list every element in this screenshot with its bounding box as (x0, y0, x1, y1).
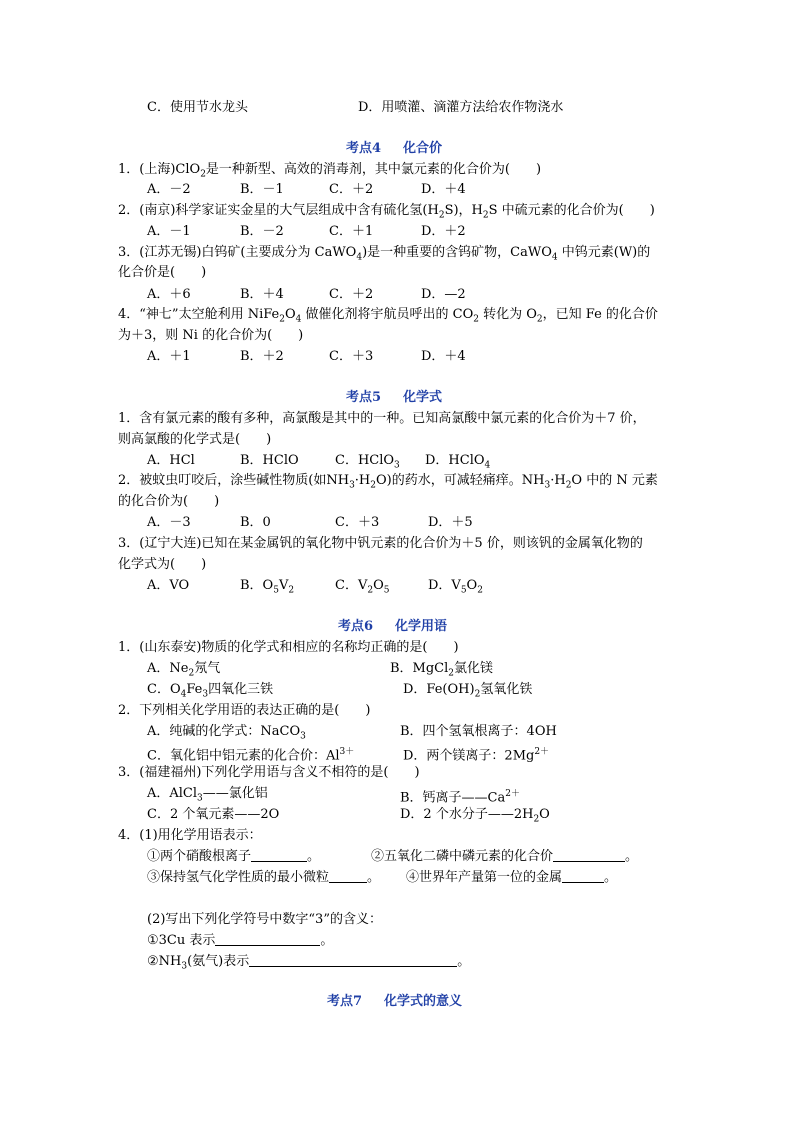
answer-blank[interactable] (329, 869, 367, 883)
k4-q3-opt-c: C．＋2 (329, 287, 374, 302)
k6-q3-stem: 3．(福建福州)下列化学用语与含义不相符的是( ) (118, 765, 420, 780)
k6-q4-item-2: ②五氧化二磷中磷元素的化合价 。 (371, 849, 639, 864)
k6-q4-item-4: ④世界年产量第一位的金属 。 (406, 870, 618, 885)
k6-q1-opt-a: A．$Ne_2$氖气 (147, 661, 221, 679)
k6-q2-opt-a: A．纯碱的化学式：NaCO$_3$ (147, 724, 306, 742)
k4-q3-opt-a: A．＋6 (147, 287, 191, 302)
section-heading-5: 考点5 化学式 (346, 390, 443, 405)
k6-q2-stem: 2．下列相关化学用语的表达正确的是( ) (118, 703, 371, 718)
k6-q1-opt-c: C．$O_4Fe_3$四氧化三铁 (147, 682, 274, 700)
k5-q3-opt-a: A．VO (147, 578, 190, 593)
answer-blank[interactable] (562, 869, 604, 883)
k5-q1-opt-d: D．HClO$_4$ (425, 453, 491, 471)
k4-q3-stem: 3．(江苏无锡)白钨矿(主要成分为 CaWO$_4$)是一种重要的含钨矿物，CaWO$_4$ 中钨元素(W)的 (118, 245, 651, 263)
k4-q3-opt-b: B．＋4 (240, 287, 284, 302)
k5-q3-opt-d: D．$V_5O_2$ (428, 578, 483, 596)
k5-q2-stem-line2: 的化合价为( ) (118, 494, 220, 509)
k4-q1-opt-c: C．＋2 (329, 182, 374, 197)
k4-q1-opt-b: B．－1 (240, 182, 284, 197)
k5-q1-opt-a: A．HCl (147, 453, 195, 468)
k6-q1-stem: 1．(山东泰安)物质的化学式和相应的名称均正确的是( ) (118, 640, 459, 655)
k4-q2-stem: 2．(南京)科学家证实金星的大气层组成中含有硫化氢$(H_2S)$，$H_2S$ 中硫元素的化合价为( ) (118, 203, 655, 221)
k4-q4-opt-b: B．＋2 (240, 349, 284, 364)
k4-q3-stem-line2: 化合价是( ) (118, 265, 207, 280)
k6-q4-stem: 4．(1)用化学用语表示： (118, 828, 262, 843)
k4-q4-opt-d: D．＋4 (421, 349, 466, 364)
k5-q3-opt-b: B．$O_5V_2$ (240, 578, 295, 596)
k4-q4-stem: 4．“神七”太空舱利用 $NiFe_2O_4$ 做催化剂将宇航员呼出的 $CO_2$ 转化为 $O_2$，已知 Fe 的化合价 (118, 307, 658, 325)
k5-q3-stem-line2: 化学式为( ) (118, 557, 207, 572)
k5-q1-stem: 1．含有氯元素的酸有多种，高氯酸是其中的一种。已知高氯酸中氯元素的化合价为＋7 价， (118, 411, 646, 426)
k6-q3-opt-d: D．2 个水分子$——2H_2O$ (400, 807, 550, 825)
k4-q1-opt-a: A．－2 (147, 182, 191, 197)
section-heading-7: 考点7 化学式的意义 (327, 994, 463, 1009)
k5-q3-opt-c: C．$V_2O_5$ (335, 578, 390, 596)
k6-q2-opt-b: B．四个氢氧根离子：4OH (400, 724, 557, 739)
option-c: C．使用节水龙头 (147, 100, 248, 115)
k6-q1-opt-d: D．$Fe(OH)_2$氢氧化铁 (403, 682, 533, 700)
k4-q1-opt-d: D．＋4 (421, 182, 466, 197)
k5-q2-opt-a: A．－3 (147, 515, 191, 530)
k6-q4-item-3: ③保持氢气化学性质的最小微粒 。 (147, 870, 381, 885)
k5-q1-stem-line2: 则高氯酸的化学式是( ) (118, 432, 272, 447)
answer-blank[interactable] (249, 953, 457, 967)
section-heading-4: 考点4 化合价 (346, 141, 443, 156)
k6-q3-opt-a: A．AlCl$_3$——氯化铝 (147, 786, 268, 804)
k6-q4-part2-item-2: $②NH_3$(氨气)表示 。 (147, 954, 471, 972)
k6-q3-opt-c: C．2 个氧元素——2O (147, 807, 280, 822)
k4-q3-opt-d: D．—2 (421, 287, 466, 302)
k5-q1-opt-b: B．HClO (240, 453, 299, 468)
k5-q2-opt-c: C．＋3 (335, 515, 380, 530)
k4-q2-opt-c: C．＋1 (329, 224, 374, 239)
k4-q1-stem: 1．(上海)ClO$_2$是一种新型、高效的消毒剂，其中氯元素的化合价为( ) (118, 162, 542, 180)
k6-q3-opt-b: B．钙离子$——Ca^{2+}$ (400, 789, 520, 806)
k6-q4-part2-item-1: ①3Cu 表示 。 (147, 933, 334, 948)
k5-q2-opt-b: B．0 (240, 515, 271, 530)
k6-q2-opt-c: C．氧化铝中铝元素的化合价：$Al^{3+}$ (147, 747, 355, 764)
k5-q3-stem: 3．(辽宁大连)已知在某金属钒的氧化物中钒元素的化合价为＋5 价，则该钒的金属氧化物的 (118, 536, 643, 551)
k4-q4-opt-c: C．＋3 (329, 349, 374, 364)
k6-q2-opt-d: D．两个镁离子：$2Mg^{2+}$ (403, 747, 550, 764)
k5-q2-stem: 2．被蚊虫叮咬后，涂些碱性物质(如$NH_3\cdot H_2O$)的药水，可减轻痛痒。$NH_3\cdot H_2O$ 中的 N 元素 (118, 473, 658, 491)
answer-blank[interactable] (215, 932, 320, 946)
k4-q4-opt-a: A．＋1 (147, 349, 191, 364)
k6-q1-opt-b: B．MgCl$_2$氯化镁 (390, 661, 494, 679)
section-heading-6: 考点6 化学用语 (338, 619, 448, 634)
k4-q2-opt-b: B．－2 (240, 224, 284, 239)
k4-q2-opt-a: A．－1 (147, 224, 191, 239)
k5-q1-opt-c: C．HClO$_3$ (335, 453, 400, 471)
option-d: D．用喷灌、滴灌方法给农作物浇水 (358, 100, 564, 115)
answer-blank[interactable] (251, 848, 307, 862)
answer-blank[interactable] (553, 848, 625, 862)
k6-q4-item-1: ①两个硝酸根离子 。 (147, 849, 321, 864)
k5-q2-opt-d: D．＋5 (428, 515, 473, 530)
k6-q4-part2-stem: (2)写出下列化学符号中数字“3”的含义： (147, 912, 382, 927)
k4-q2-opt-d: D．＋2 (421, 224, 466, 239)
k4-q4-stem-line2: 为＋3，则 Ni 的化合价为( ) (118, 328, 304, 343)
